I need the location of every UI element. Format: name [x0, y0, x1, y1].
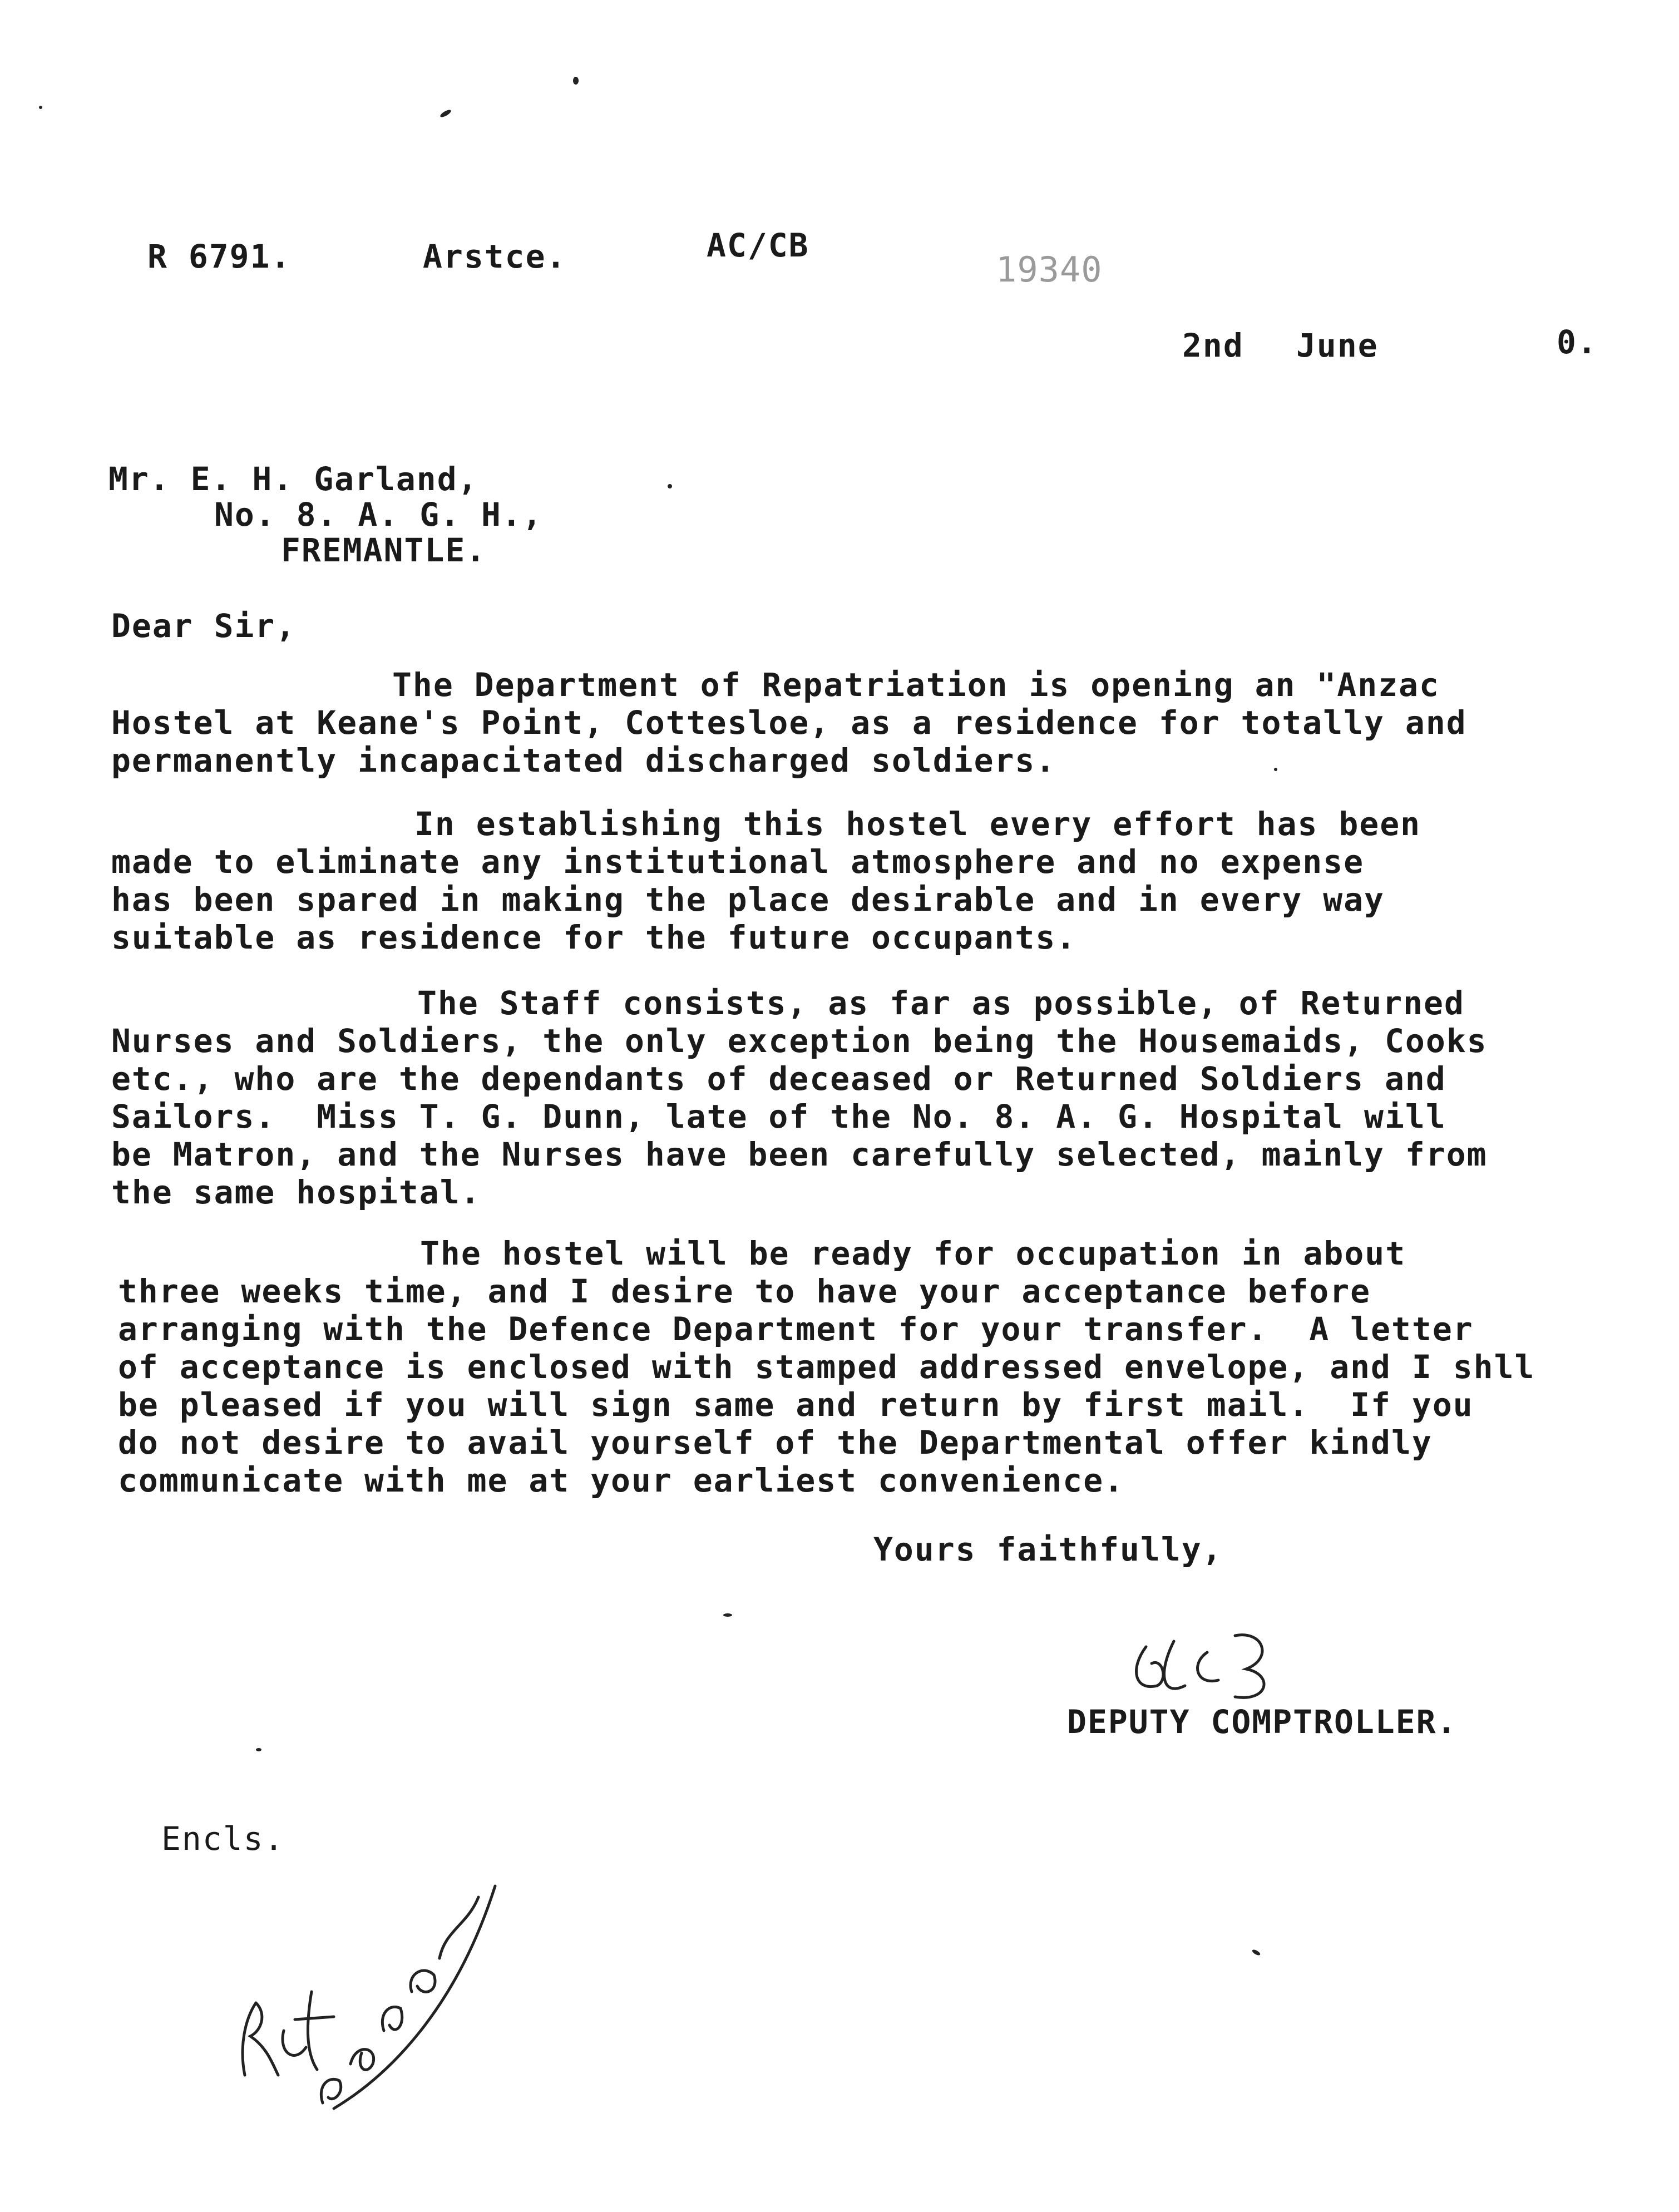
paragraph-line: permanently incapacitated discharged soldiers. [111, 742, 1056, 779]
paragraph-line: In establishing this hostel every effort has been [414, 805, 1421, 843]
recipient-city: FREMANTLE. [281, 531, 487, 569]
paragraph-line: has been spared in making the place desirable and in every way [111, 881, 1385, 919]
date-day: 2nd [1182, 327, 1244, 364]
signature-scribble [1124, 1625, 1307, 1708]
typist-initials: AC/CB [707, 226, 809, 264]
paragraph-line: communicate with me at your earliest convenience. [118, 1462, 1125, 1499]
scan-speck [723, 1613, 732, 1617]
paragraph-line: of acceptance is enclosed with stamped addressed envelope, and I shll [118, 1348, 1535, 1386]
paragraph-line: the same hospital. [111, 1173, 481, 1211]
paragraph-line: do not desire to avail yourself of the Departmental offer kindly [118, 1424, 1433, 1462]
scan-speck [1251, 1948, 1261, 1956]
scan-speck [573, 77, 579, 85]
scan-speck [668, 484, 672, 488]
paragraph-line: three weeks time, and I desire to have your acceptance before [118, 1272, 1371, 1310]
handwritten-note [223, 1864, 512, 2120]
enclosures: Encls. [161, 1820, 285, 1858]
paragraph-line: Nurses and Soldiers, the only exception being the Housemaids, Cooks [111, 1022, 1488, 1060]
signature-title: DEPUTY COMPTROLLER. [1067, 1703, 1458, 1741]
scan-speck [1274, 768, 1277, 771]
reference-number: R 6791. [147, 238, 292, 275]
paragraph-line: be Matron, and the Nurses have been carefully selected, mainly from [111, 1135, 1488, 1173]
recipient-name: Mr. E. H. Garland, [108, 460, 478, 498]
paragraph-line: Sailors. Miss T. G. Dunn, late of the No. 8. A. G. Hospital will [111, 1098, 1446, 1135]
paragraph-line: The Department of Repatriation is opening an "Anzac [392, 666, 1440, 704]
reference-code: Arstce. [423, 238, 567, 275]
scan-speck [256, 1748, 261, 1751]
paragraph-line: suitable as residence for the future occupants. [111, 919, 1077, 956]
date-month: June [1296, 327, 1379, 364]
salutation: Dear Sir, [111, 607, 297, 645]
recipient-address: No. 8. A. G. H., [214, 496, 543, 534]
paragraph-line: The hostel will be ready for occupation in about [420, 1235, 1406, 1272]
paragraph-line: made to eliminate any institutional atmosphere and no expense [111, 843, 1365, 881]
paragraph-line: etc., who are the dependants of deceased or Returned Soldiers and [111, 1060, 1446, 1098]
paragraph-line: Hostel at Keane's Point, Cottesloe, as a residence for totally and [111, 704, 1467, 742]
scan-speck [39, 106, 42, 109]
registry-stamp-number: 19340 [996, 249, 1103, 290]
paragraph-line: be pleased if you will sign same and return by first mail. If you [118, 1386, 1474, 1424]
paragraph-line: arranging with the Defence Department for your transfer. A letter [118, 1310, 1474, 1348]
paragraph-line: The Staff consists, as far as possible, of Returned [417, 984, 1465, 1022]
date-year: 0. [1557, 323, 1598, 361]
scan-speck [439, 108, 452, 119]
closing: Yours faithfully, [873, 1530, 1223, 1568]
